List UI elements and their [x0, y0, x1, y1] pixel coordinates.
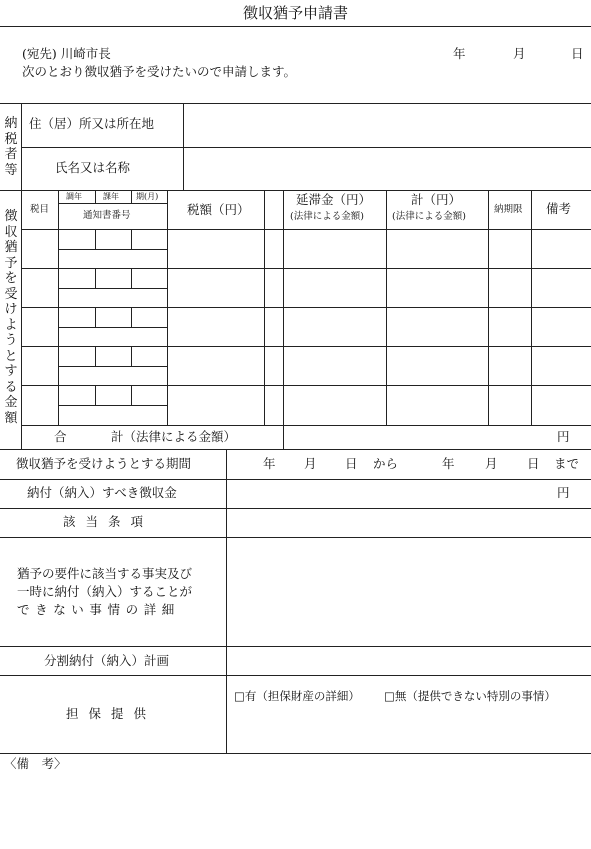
header-period: 期(月): [136, 192, 159, 201]
facts-line-1: 猶予の要件に該当する事実及び: [17, 566, 193, 581]
rule: [0, 449, 591, 450]
header-total: 計（円）: [411, 192, 462, 207]
rule: [131, 268, 132, 288]
intro-text: 次のとおり徴収猶予を受けたいので申請します。: [22, 64, 297, 79]
rule: [95, 346, 96, 366]
security-no-checkbox[interactable]: □無（提供できない特別の事情）: [384, 689, 556, 703]
name-field[interactable]: [184, 148, 591, 190]
group-char: と: [4, 348, 18, 364]
rule: [131, 190, 132, 203]
header-assessment-year: 調年: [66, 192, 82, 201]
header-remarks: 備考: [546, 201, 572, 216]
group-char: 猶: [4, 240, 18, 255]
rule: [264, 190, 265, 425]
rule: [0, 675, 591, 676]
rule: [0, 753, 591, 754]
payment-amount-field[interactable]: [227, 480, 547, 508]
rule: [131, 385, 132, 405]
group-char: う: [4, 333, 18, 348]
group-char: 納: [4, 116, 18, 131]
rule: [95, 307, 96, 327]
group-char: 税: [4, 131, 18, 147]
rule: [95, 229, 96, 249]
address-field[interactable]: [184, 104, 591, 147]
group-char: 収: [4, 224, 18, 240]
date-month-label: 月: [513, 46, 526, 61]
header-tax-year: 課年: [103, 192, 119, 201]
applicable-clause-label: 該当条項: [63, 514, 154, 529]
group-char: 受: [4, 286, 18, 302]
total-label-start: 合: [54, 429, 67, 444]
installment-label: 分割納付（納入）計画: [44, 653, 170, 668]
rule: [21, 346, 591, 347]
header-tax-item: 税目: [30, 204, 50, 215]
group-char: け: [4, 302, 18, 317]
period-from-day: 日: [345, 456, 358, 471]
group-char: 額: [4, 410, 18, 426]
group-char: を: [4, 271, 18, 286]
total-yen: 円: [557, 429, 570, 444]
rule: [21, 229, 591, 230]
form-title: 徴収猶予申請書: [242, 4, 348, 22]
rule: [21, 103, 22, 449]
rule: [58, 249, 167, 250]
rule: [531, 190, 532, 425]
rule: [58, 405, 167, 406]
group-char: 等: [4, 162, 18, 178]
remarks-field[interactable]: [0, 775, 591, 849]
rule: [131, 307, 132, 327]
rule: [21, 307, 591, 308]
group-char: 者: [4, 147, 18, 162]
amount-group-label: [3, 209, 19, 426]
header-due-date: 納期限: [494, 204, 523, 215]
period-label: 徴収猶予を受けようとする期間: [16, 456, 192, 471]
total-label-rest: 計（法律による金額）: [111, 429, 237, 444]
rule: [21, 385, 591, 386]
period-to-year: 年: [442, 456, 455, 471]
group-char: 予: [4, 255, 18, 271]
name-label: 氏名又は名称: [55, 160, 131, 175]
payment-yen: 円: [557, 485, 570, 500]
security-label: 担保提供: [66, 706, 157, 721]
group-char: る: [4, 379, 18, 395]
header-delinquency: 延滞金（円）: [296, 192, 372, 207]
rule: [131, 229, 132, 249]
rule: [131, 346, 132, 366]
rule: [167, 190, 168, 425]
group-char: よ: [4, 317, 18, 333]
date-year-label: 年: [453, 46, 466, 61]
facts-detail-field[interactable]: [227, 538, 591, 646]
rule: [95, 190, 96, 203]
period-from-year: 年: [263, 456, 276, 471]
header-tax-amount: 税額（円）: [187, 202, 250, 217]
date-day-label: 日: [571, 46, 584, 61]
rule: [21, 425, 591, 426]
addressee: (宛先) 川崎市長: [22, 46, 111, 61]
address-label: 住（居）所又は所在地: [29, 116, 155, 131]
rule: [488, 190, 489, 425]
period-from-word: から: [373, 456, 399, 471]
rule: [58, 327, 167, 328]
rule: [58, 288, 167, 289]
security-yes-checkbox[interactable]: □有（担保財産の詳細）: [234, 689, 360, 703]
period-to-day: 日: [527, 456, 540, 471]
rule: [283, 190, 284, 449]
period-to-month: 月: [485, 456, 498, 471]
payment-label: 納付（納入）すべき徴収金: [27, 485, 177, 500]
rule: [386, 190, 387, 425]
rule: [95, 268, 96, 288]
rule: [58, 190, 59, 425]
header-notice-number: 通知書番号: [83, 210, 131, 221]
remarks-label: 〈備 考〉: [4, 756, 67, 771]
facts-line-2: 一時に納付（納入）することが: [17, 584, 193, 599]
installment-plan-field[interactable]: [227, 647, 591, 675]
rule: [58, 203, 167, 204]
period-to-word: まで: [554, 456, 580, 471]
applicable-clause-field[interactable]: [227, 509, 591, 537]
period-from-month: 月: [304, 456, 317, 471]
rule: [0, 26, 591, 27]
rule: [21, 268, 591, 269]
taxpayer-group-label: [3, 116, 19, 178]
rule: [0, 190, 591, 191]
group-char: 徴: [4, 209, 18, 224]
group-char: 金: [4, 395, 18, 410]
group-char: す: [4, 364, 18, 379]
header-delinquency-note: (法律による金額): [290, 211, 364, 222]
rule: [58, 366, 167, 367]
facts-line-3: できない事情の詳細: [17, 602, 180, 617]
header-total-note: (法律による金額): [392, 211, 466, 222]
rule: [95, 385, 96, 405]
